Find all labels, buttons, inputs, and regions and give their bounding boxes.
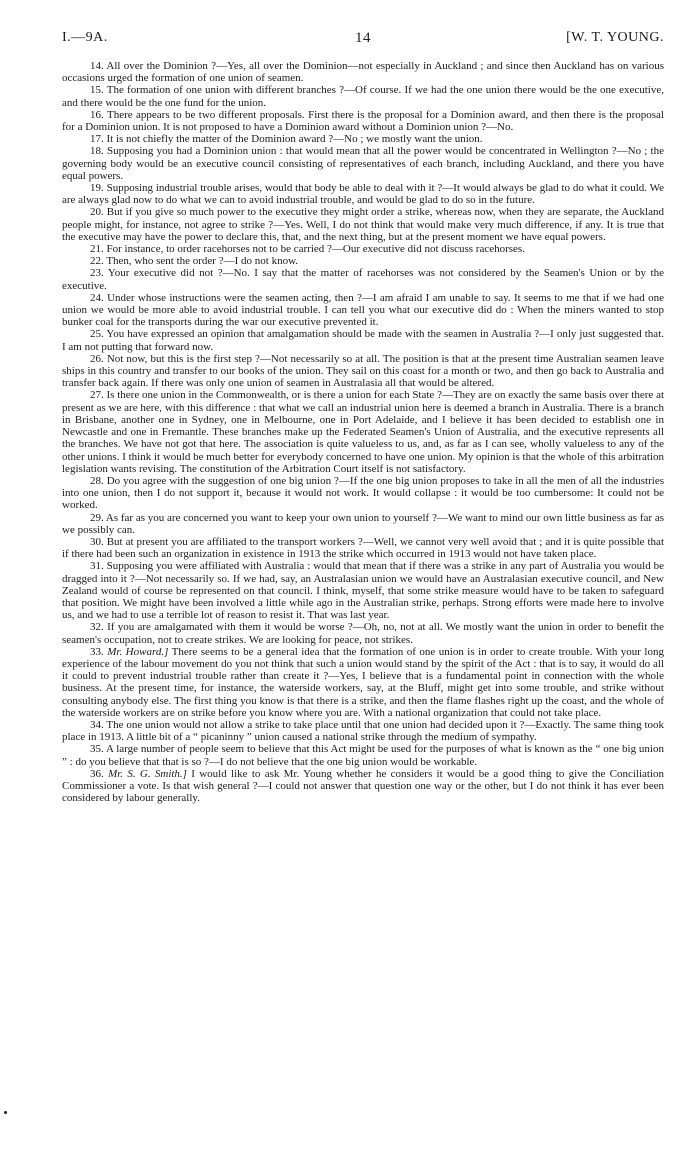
margin-mark: [4, 1111, 7, 1114]
question-text: Do you agree with the suggestion of one big union ?—If the one big union proposes to take in all the men of all the industries into one union, then I do not support it, because it would not work. It would collapse : it would be too cumbersome: It could not be worked.: [62, 474, 664, 512]
question-paragraph: [62, 206, 664, 243]
question-paragraph: [62, 646, 664, 719]
question-paragraph: [62, 719, 664, 743]
question-text: Then, who sent the order ?—I do not know.: [106, 255, 299, 268]
question-text: The one union would not allow a strike to take place until that one union had decided upon it ?—Exactly. The same thing took place in 1913. A little bit of a “ picaninny ” union caused a national strike through the medium of sympathy.: [62, 718, 664, 744]
question-text: Supposing you had a Dominion union : that would mean that all the power would be concentrated in Wellington ?—No ; the governing body would be an executive council consisting of representatives of each branch, including Auckland, and there you have equal powers.: [62, 145, 664, 182]
question-text: Supposing industrial trouble arises, would that body be able to deal with it ?—It would always be glad to do what it could. We are always glad now to do what we can to avoid industrial trouble, and would be glad to do so in the future.: [62, 182, 665, 207]
question-paragraph: [62, 292, 664, 329]
question-text: Is there one union in the Commonwealth, or is there a union for each State ?—They are on exactly the same basis over there at present as we are here, with this difference : that what we call an industrial union here is deemed a branch in Australia. There is a branch in Brisbane, another one in Sydney, one in Melbourne, one in Port Adelaide, and I believe it has been decided to establish one in Newcastle and one in Fremantle. These branches make up the Federated Seamen's Union of Australia, and the executive represents all the branches. We have not got that here. The association is quite valueless to us, and, as far as I can see, wholly valueless to any of the other unions. I think it would be much better for everybody concerned to have one union. My opinion is that the whole of this arbitration legislation wants revising. The constitution of the Arbitration Court itself is not satisfactory.: [62, 389, 665, 475]
question-number: 28.: [90, 474, 104, 487]
question-number: 18.: [90, 145, 104, 158]
question-number: 21.: [90, 243, 104, 256]
question-paragraph: [62, 109, 664, 133]
question-number: 32.: [90, 621, 104, 634]
page-header: [62, 30, 664, 56]
paper-reference: I.—9A.: [62, 30, 108, 45]
question-number: 30.: [90, 535, 104, 548]
question-number: 14.: [90, 60, 104, 72]
question-number: 15.: [90, 84, 104, 97]
page-number: 14: [355, 30, 371, 46]
question-paragraph: [62, 512, 664, 536]
question-paragraph: [62, 182, 664, 206]
question-text: A large number of people seem to believe that this Act might be used for the purposes of what is known as the “ one big union ” : do you believe that that is so ?—I do not believe that the one big union would be workable.: [62, 743, 664, 768]
speaker-name: Mr. Howard.]: [107, 645, 169, 658]
question-text: As far as you are concerned you want to keep your own union to yourself ?—We want to mind our own little business as far as we possibly can.: [62, 511, 664, 536]
speaker-name: Mr. S. G. Smith.]: [108, 767, 187, 780]
question-text: Supposing you were affiliated with Australia : would that mean that if there was a strike in any part of Australia you would be dragged into it ?—Not necessarily so. If we had, say, an Australasian union we would have an Australasian executive council, and New Zealand would of course be represented on that council. I think, myself, that some strike measure would have to be taken to safeguard that position. We might have been involved a little while ago in the Australian strike, perhaps. Strong efforts were made here to involve us, and we had to use a terrible lot of reason to resist it. That was last year.: [62, 560, 664, 622]
question-paragraph: [62, 145, 664, 182]
question-number: 31.: [90, 560, 104, 573]
question-paragraph: [62, 267, 664, 291]
question-text: But if you give so much power to the executive they might order a strike, whereas now, when they are separate, the Auckland people might, for instance, not agree to strike ?—Yes. Well, I do not think that would make very much difference, if any. It is true that the executive may have the power to declare this, that, and the next thing, but at the present moment we have equal powers.: [62, 206, 664, 243]
question-paragraph: [62, 255, 664, 267]
question-paragraph: [62, 243, 664, 255]
question-number: 33.: [90, 645, 104, 658]
question-number: 20.: [90, 206, 104, 219]
question-number: 24.: [90, 291, 104, 304]
question-text: All over the Dominion ?—Yes, all over the Dominion—not especially in Auckland ; and since then Auckland has on various occasions urged the formation of one union of seamen.: [62, 60, 664, 85]
question-text: There seems to be a general idea that the formation of one union is in order to create trouble. With your long experience of the labour movement do you not think that such a union would stand by the spirit of the Act : that is to say, it would do all it could to prevent industrial trouble rather than create it ?—Yes, I believe that is a fundamental point in connection with the whole business. At the present time, for instance, the waterside workers, say, at the Bluff, might get into some trouble, and strike without consulting anybody else. The first thing you know is that there is a strike, and then the flame flashes right up the coast, and the whole of the waterside workers are on strike before you know where you are. With a national organization that could not take place.: [62, 645, 664, 719]
question-text: The formation of one union with different branches ?—Of course. If we had the one union there would be the one executive, and there would be the one fund for the union.: [62, 84, 664, 109]
question-number: 25.: [90, 328, 104, 341]
question-number: 35.: [90, 743, 104, 756]
question-text: But at present you are affiliated to the transport workers ?—Well, we cannot very well avoid that ; and it is quite possible that if there had been such an organization in existence in 1913 the strike which occurred in 1913 would not have taken place.: [62, 535, 664, 561]
question-text: You have expressed an opinion that amalgamation should be made with the seamen in Australia ?—I only just suggested that. I am not putting that forward now.: [62, 328, 664, 353]
question-number: 17.: [90, 133, 104, 146]
question-number: 22.: [90, 255, 104, 268]
question-paragraph: [62, 621, 664, 645]
question-text: It is not chiefly the matter of the Dominion award ?—No ; we mostly want the union.: [106, 133, 483, 146]
question-paragraph: [62, 133, 664, 145]
question-text: Under whose instructions were the seamen acting, then ?—I am afraid I am unable to say. It seems to me that if we had one union we would be more able to avoid industrial trouble. I can tell you what our executive did do : When the miners wanted to stop bunker coal for the transports during the war our executive prevented it.: [62, 291, 665, 329]
testimony-body: [62, 60, 664, 804]
question-paragraph: [62, 389, 664, 474]
question-text: Not now, but this is the first step ?—Not necessarily so at all. The position is that at the present time Australian seamen leave ships in this country and transfer to our books of the union. They sail on this coast for a month or two, and then go back to Australia and transfer back again. If there was only one union of seamen in Australasia all that would be altered.: [62, 352, 665, 390]
question-paragraph: [62, 536, 664, 560]
question-text: There appears to be two different proposals. First there is the proposal for a Dominion award, and then there is the proposal for a Dominion union. It is not proposed to have a Dominion award without a Dominion union ?—No.: [62, 108, 664, 134]
question-number: 29.: [90, 511, 104, 524]
question-paragraph: [62, 560, 664, 621]
question-paragraph: [62, 743, 664, 767]
question-number: 23.: [90, 267, 104, 280]
question-number: 36.: [90, 767, 104, 780]
question-paragraph: [62, 328, 664, 352]
question-paragraph: [62, 768, 664, 805]
question-number: 16.: [90, 108, 104, 121]
question-text: For instance, to order racehorses not to be carried ?—Our executive did not discuss racehorses.: [106, 243, 525, 256]
question-number: 27.: [90, 389, 104, 402]
question-number: 19.: [90, 182, 104, 195]
question-paragraph: [62, 353, 664, 390]
question-number: 26.: [90, 352, 104, 365]
question-text: If you are amalgamated with them it would be worse ?—Oh, no, not at all. We mostly want the union in order to benefit the seamen's occupation, not to create strikes. We are looking for peace, not strikes.: [62, 621, 664, 646]
question-text: I would like to ask Mr. Young whether he considers it would be a good thing to give the Conciliation Commissioner a vote. Is that wish general ?—I could not answer that question one way or the other, but I do not think it has ever been considered by labour generally.: [62, 767, 665, 805]
question-paragraph: [62, 475, 664, 512]
witness-name: [W. T. YOUNG.: [566, 30, 664, 45]
question-paragraph: [62, 84, 664, 108]
question-number: 34.: [90, 718, 104, 731]
question-text: Your executive did not ?—No. I say that the matter of racehorses was not considered by the Seamen's Union or by the executive.: [62, 267, 664, 292]
question-paragraph: [62, 60, 664, 84]
